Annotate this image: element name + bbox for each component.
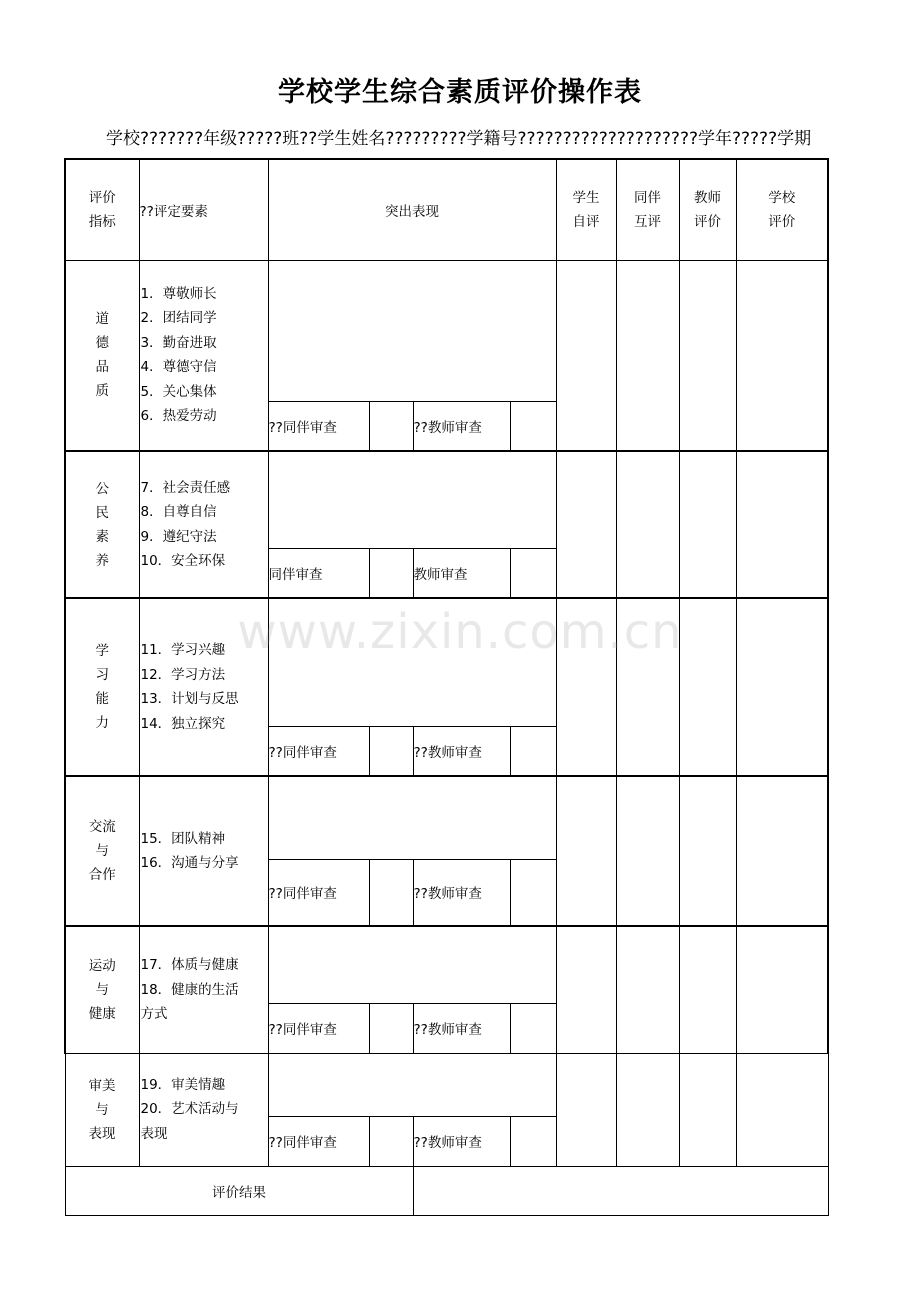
performance-cell[interactable]: [268, 1053, 556, 1116]
header-elements: ??评定要素: [139, 159, 268, 260]
peer-review-label: 同伴审查: [268, 548, 369, 598]
peer-review-label: ??同伴审查: [268, 1116, 369, 1166]
school-eval-cell[interactable]: [736, 451, 828, 598]
peer-review-sign-cell[interactable]: [369, 859, 413, 926]
elements-cell: 15．团队精神 16．沟通与分享: [139, 776, 268, 926]
peer-review-sign-cell[interactable]: [369, 401, 413, 451]
indicator-cell: 运动 与 健康: [65, 926, 139, 1053]
page-title: 学校学生综合素质评价操作表: [278, 77, 642, 108]
student-info-line: 学校???????年级?????班??学生姓名?????????学籍号????????????????????学年?????学期: [106, 129, 812, 149]
self-eval-cell[interactable]: [556, 260, 616, 451]
teacher-eval-cell[interactable]: [679, 598, 736, 776]
header-peer-eval: 同伴 互评: [616, 159, 679, 260]
section-row: [65, 776, 828, 859]
elements-cell: 17．体质与健康 18．健康的生活 方式: [139, 926, 268, 1053]
teacher-eval-cell[interactable]: [679, 1053, 736, 1166]
performance-cell[interactable]: [268, 776, 556, 859]
teacher-eval-cell[interactable]: [679, 776, 736, 926]
header-self-eval: 学生 自评: [556, 159, 616, 260]
section-row: [65, 926, 828, 1003]
teacher-review-label: ??教师审查: [413, 401, 510, 451]
teacher-eval-cell[interactable]: [679, 926, 736, 1053]
teacher-review-label: ??教师审查: [413, 859, 510, 926]
elements-cell: 11．学习兴趣 12．学习方法 13．计划与反思 14．独立探究: [139, 598, 268, 776]
performance-cell[interactable]: [268, 260, 556, 401]
self-eval-cell[interactable]: [556, 451, 616, 598]
result-value-cell[interactable]: [413, 1166, 828, 1215]
elements-cell: 1．尊敬师长 2．团结同学 3．勤奋进取 4．尊德守信 5．关心集体 6．热爱劳动: [139, 260, 268, 451]
self-eval-cell[interactable]: [556, 598, 616, 776]
peer-review-label: ??同伴审查: [268, 1003, 369, 1053]
indicator-cell: 审美 与 表现: [65, 1053, 139, 1166]
peer-eval-cell[interactable]: [616, 598, 679, 776]
header-school-eval: 学校 评价: [736, 159, 828, 260]
teacher-review-sign-cell[interactable]: [510, 401, 556, 451]
indicator-cell: 交流 与 合作: [65, 776, 139, 926]
school-eval-cell[interactable]: [736, 598, 828, 776]
elements-cell: 7．社会责任感 8．自尊自信 9．遵纪守法 10．安全环保: [139, 451, 268, 598]
teacher-review-label: ??教师审查: [413, 1116, 510, 1166]
peer-review-sign-cell[interactable]: [369, 548, 413, 598]
section-row: [65, 451, 828, 548]
teacher-review-sign-cell[interactable]: [510, 548, 556, 598]
evaluation-table: [64, 158, 829, 1216]
peer-eval-cell[interactable]: [616, 926, 679, 1053]
section-row: [65, 1053, 828, 1116]
peer-review-sign-cell[interactable]: [369, 1003, 413, 1053]
teacher-review-sign-cell[interactable]: [510, 1003, 556, 1053]
header-performance: 突出表现: [268, 159, 556, 260]
header-row: [65, 159, 828, 260]
peer-eval-cell[interactable]: [616, 451, 679, 598]
teacher-review-label: 教师审查: [413, 548, 510, 598]
indicator-cell: 道 德 品 质: [65, 260, 139, 451]
teacher-review-label: ??教师审查: [413, 726, 510, 776]
peer-review-sign-cell[interactable]: [369, 1116, 413, 1166]
performance-cell[interactable]: [268, 598, 556, 726]
watermark: www.zixin.com.cn: [237, 604, 683, 660]
elements-cell: 19．审美情趣 20．艺术活动与 表现: [139, 1053, 268, 1166]
teacher-eval-cell[interactable]: [679, 451, 736, 598]
performance-cell[interactable]: [268, 926, 556, 1003]
teacher-review-sign-cell[interactable]: [510, 1116, 556, 1166]
school-eval-cell[interactable]: [736, 1053, 828, 1166]
header-teacher-eval: 教师 评价: [679, 159, 736, 260]
indicator-cell: 公 民 素 养: [65, 451, 139, 598]
peer-review-label: ??同伴审查: [268, 401, 369, 451]
teacher-review-sign-cell[interactable]: [510, 726, 556, 776]
header-indicator: 评价 指标: [65, 159, 139, 260]
result-label: 评价结果: [65, 1166, 413, 1215]
peer-eval-cell[interactable]: [616, 1053, 679, 1166]
peer-review-sign-cell[interactable]: [369, 726, 413, 776]
peer-eval-cell[interactable]: [616, 776, 679, 926]
self-eval-cell[interactable]: [556, 776, 616, 926]
result-row: [65, 1166, 828, 1215]
teacher-review-sign-cell[interactable]: [510, 859, 556, 926]
section-row: [65, 598, 828, 726]
teacher-review-label: ??教师审查: [413, 1003, 510, 1053]
self-eval-cell[interactable]: [556, 1053, 616, 1166]
school-eval-cell[interactable]: [736, 260, 828, 451]
performance-cell[interactable]: [268, 451, 556, 548]
section-row: [65, 260, 828, 401]
self-eval-cell[interactable]: [556, 926, 616, 1053]
peer-review-label: ??同伴审查: [268, 726, 369, 776]
teacher-eval-cell[interactable]: [679, 260, 736, 451]
school-eval-cell[interactable]: [736, 776, 828, 926]
peer-review-label: ??同伴审查: [268, 859, 369, 926]
school-eval-cell[interactable]: [736, 926, 828, 1053]
peer-eval-cell[interactable]: [616, 260, 679, 451]
indicator-cell: 学 习 能 力: [65, 598, 139, 776]
